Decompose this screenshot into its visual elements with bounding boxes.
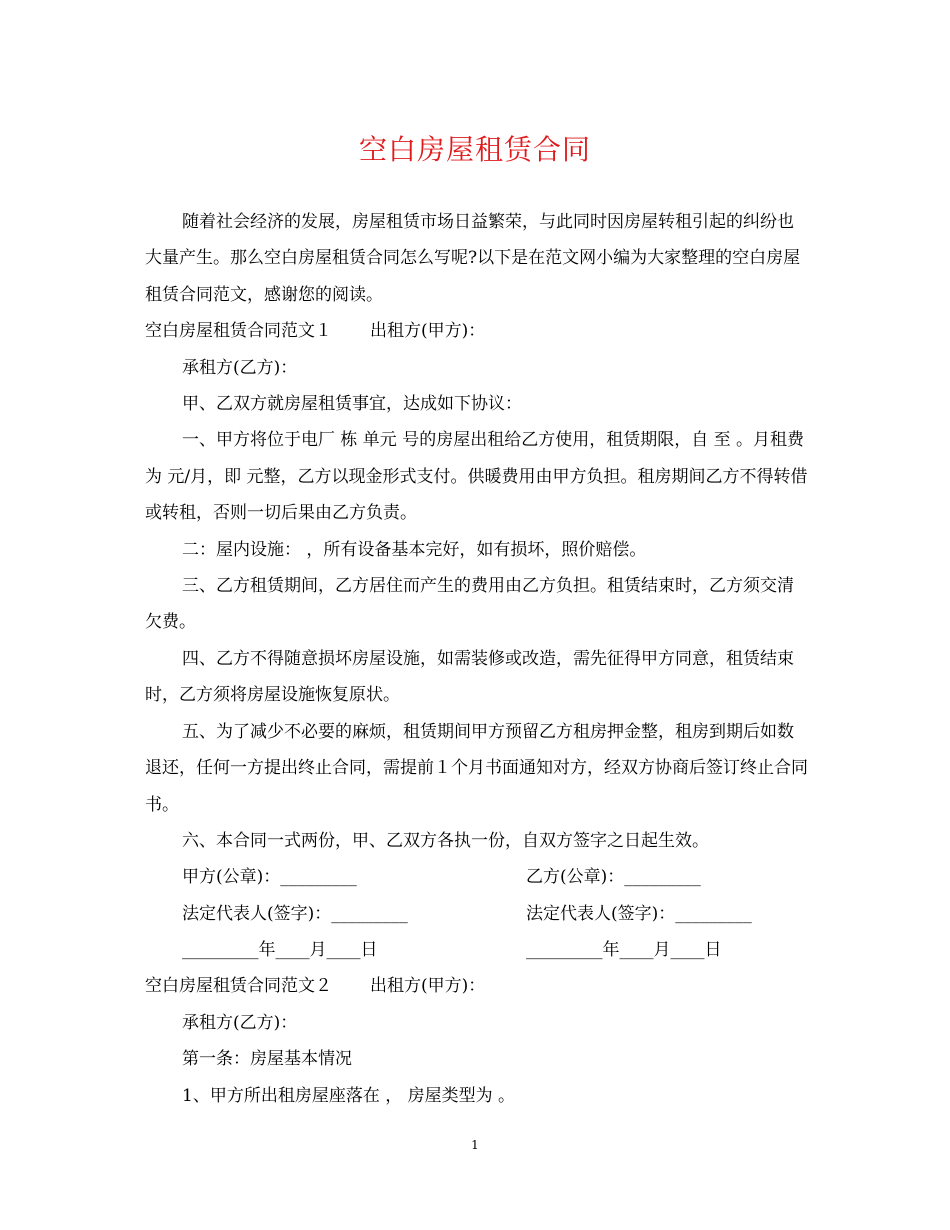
clause-4: 四、乙方不得随意损坏房屋设施，如需装修或改造，需先征得甲方同意，租赁结束时，乙方须将房屋设施恢复原状。 (145, 648, 794, 706)
party-b-date: _________年____月____日 (526, 940, 722, 961)
party-a-representative: 法定代表人(签字)：_________ (182, 903, 408, 924)
party-b-representative: 法定代表人(签字)：_________ (526, 903, 752, 924)
intro-paragraph: 随着社会经济的发展，房屋租赁市场日益繁荣，与此同时因房屋转租引起的纠纷也大量产生。那么空白房屋租赁合同怎么写呢?以下是在范文网小编为大家整理的空白房屋租赁合同范文，感谢您的阅读。 (145, 212, 801, 305)
party-a-date: _________年____月____日 (182, 940, 378, 961)
contract-2-lessor: 出租方(甲方)： (370, 976, 486, 997)
clause-2: 二：屋内设施： ，所有设备基本完好，如有损坏，照价赔偿。 (182, 539, 647, 560)
contract-2-heading: 空白房屋租赁合同范文２ (145, 976, 332, 997)
party-a-seal: 甲方(公章)：_________ (182, 867, 357, 888)
clause-1: 一、甲方将位于电厂 栋 单元 号的房屋出租给乙方使用，租赁期限，自 至 。月租费为 元/月，即 元整，乙方以现金形式支付。供暖费用由甲方负担。租房期间乙方不得转借或转租，否则一切后果由乙方负责。 (145, 430, 808, 524)
party-b-seal: 乙方(公章)：_________ (526, 867, 701, 888)
contract-2-article-1: 第一条：房屋基本情况 (182, 1049, 352, 1070)
signature-row-seal (145, 859, 810, 895)
contract-1-heading-line (145, 313, 810, 349)
signature-row-representative (145, 896, 810, 932)
document-title: 空白房屋租赁合同 (358, 133, 591, 166)
contract-2-heading-line (145, 968, 810, 1004)
signature-row-date (145, 932, 810, 968)
contract-1-agreement: 甲、乙双方就房屋租赁事宜，达成如下协议： (182, 394, 522, 415)
contract-1-lessor: 出租方(甲方)： (370, 321, 486, 342)
page-number: 1 (471, 1138, 479, 1152)
contract-2-item-1: 1、甲方所出租房屋座落在 ， 房屋类型为 。 (182, 1085, 516, 1106)
document-body (145, 204, 810, 1114)
contract-1-lessee: 承租方(乙方)： (182, 357, 298, 378)
clause-6: 六、本合同一式两份，甲、乙双方各执一份，自双方签字之日起生效。 (182, 830, 709, 851)
contract-2-lessee: 承租方(乙方)： (182, 1012, 298, 1033)
clause-5: 五、为了减少不必要的麻烦，租赁期间甲方预留乙方租房押金整，租房到期后如数退还，任何一方提出终止合同，需提前１个月书面通知对方，经双方协商后签订终止合同书。 (145, 721, 808, 815)
clause-3: 三、乙方租赁期间，乙方居住而产生的费用由乙方负担。租赁结束时，乙方须交清欠费。 (145, 576, 794, 633)
contract-1-heading: 空白房屋租赁合同范文１ (145, 321, 332, 342)
